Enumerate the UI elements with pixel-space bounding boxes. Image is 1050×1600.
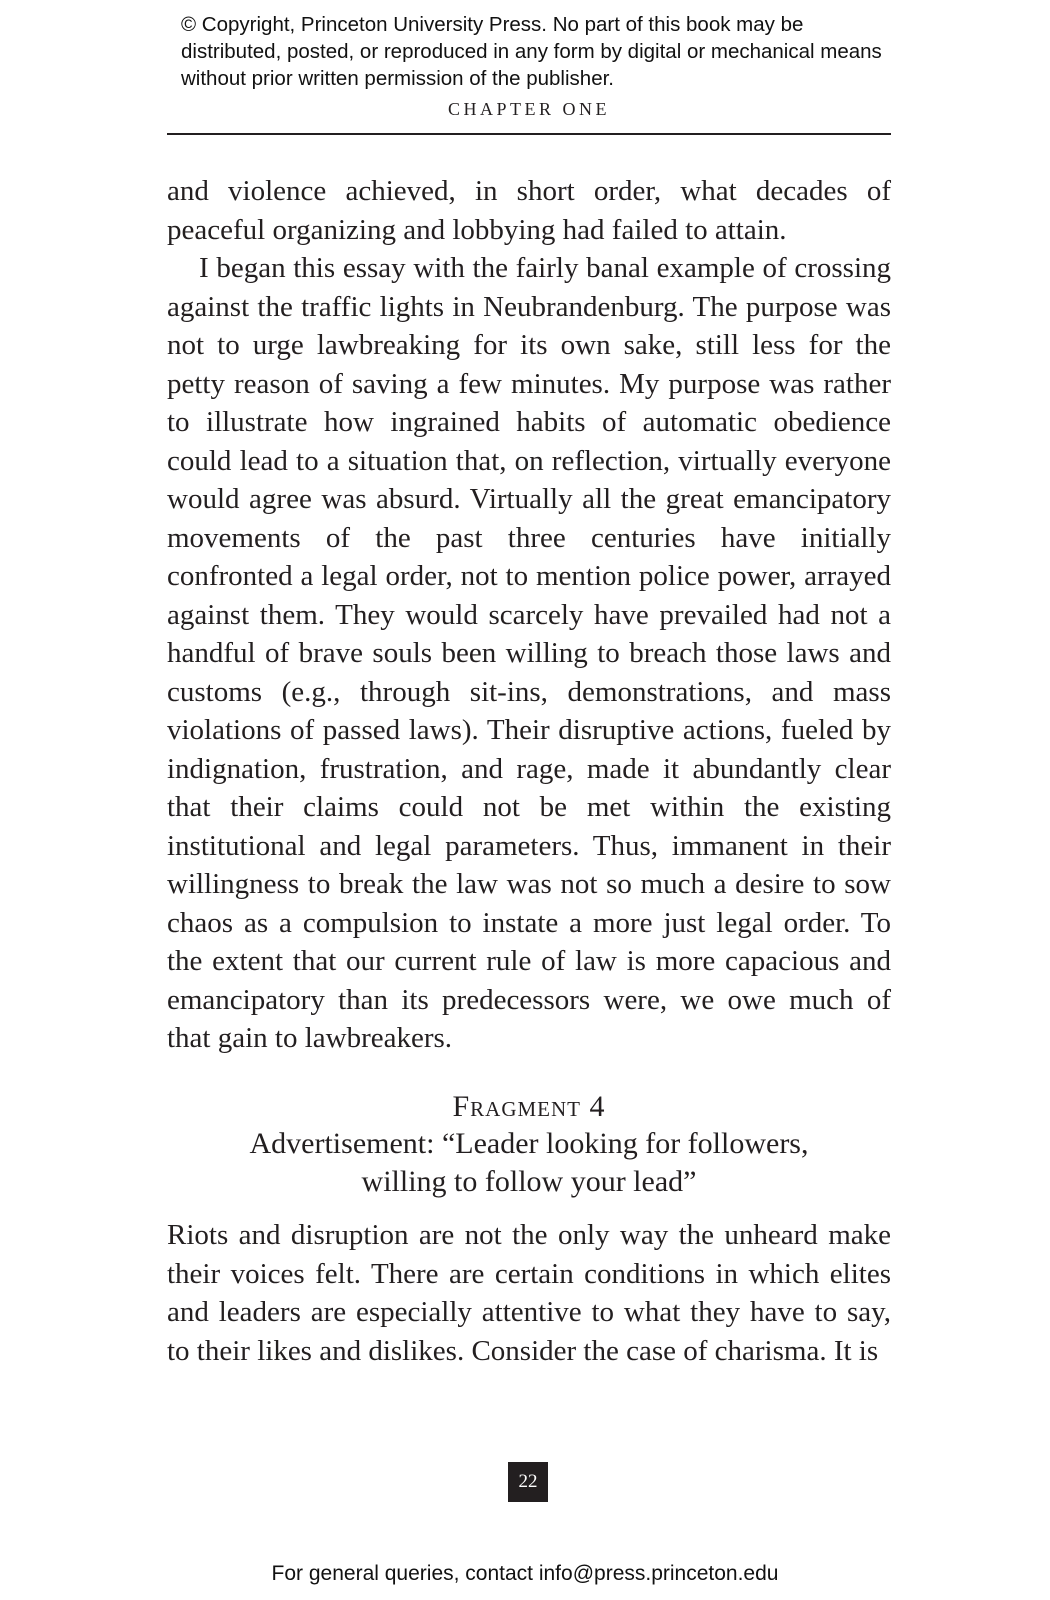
copyright-notice: © Copyright, Princeton University Press. No part of this book may be distributed, posted, or reproduced in any form by digital or mechanical means without prior written permission of the publisher. (181, 13, 882, 90)
main-text-block (167, 172, 891, 1058)
fragment-title: Advertisement: “Leader looking for followers, willing to follow your lead” (249, 1127, 809, 1198)
header-rule (167, 133, 891, 135)
paragraph-continuation: and violence achieved, in short order, what decades of peaceful organizing and lobbying had failed to attain. (167, 175, 891, 246)
paragraph-lawbreaking: I began this essay with the fairly banal example of crossing against the traffic lights in Neubrandenburg. The purpose was not to urge lawbreaking for its own sake, still less for the petty reason of saving a few minutes. My purpose was rather to illustrate how ingrained habits of automatic obedience could lead to a situation that, on reflection, virtually everyone would agree was absurd. Virtually all the great emancipatory movements of the past three centuries have initially confronted a legal order, not to mention police power, arrayed against them. They would scarcely have prevailed had not a handful of brave souls been willing to breach those laws and customs (e.g., through sit-ins, demonstrations, and mass violations of passed laws). Their disruptive actions, fueled by indignation, frustration, and rage, made it abundantly clear that their claims could not be met within the existing institutional and legal parameters. Thus, immanent in their willingness to break the law was not so much a desire to sow chaos as a compulsion to instate a more just legal order. To the extent that our current rule of law is more capacious and emancipatory than its predecessors were, we owe much of that gain to lawbreakers. (167, 252, 891, 1054)
running-head: CHAPTER ONE (447, 99, 610, 119)
fragment-label: Fragment 4 (452, 1090, 606, 1123)
fragment-heading (167, 1089, 891, 1201)
paragraph-riots: Riots and disruption are not the only way the unheard make their voices felt. There are certain conditions in which elites and leaders are especially attentive to what they have to say, to their likes and dislikes. Consider the case of charisma. It is (167, 1219, 891, 1367)
page-number: 22 (508, 1462, 548, 1502)
footer-contact: For general queries, contact info@press.princeton.edu (271, 1562, 779, 1585)
fragment-text-block (167, 1216, 891, 1370)
